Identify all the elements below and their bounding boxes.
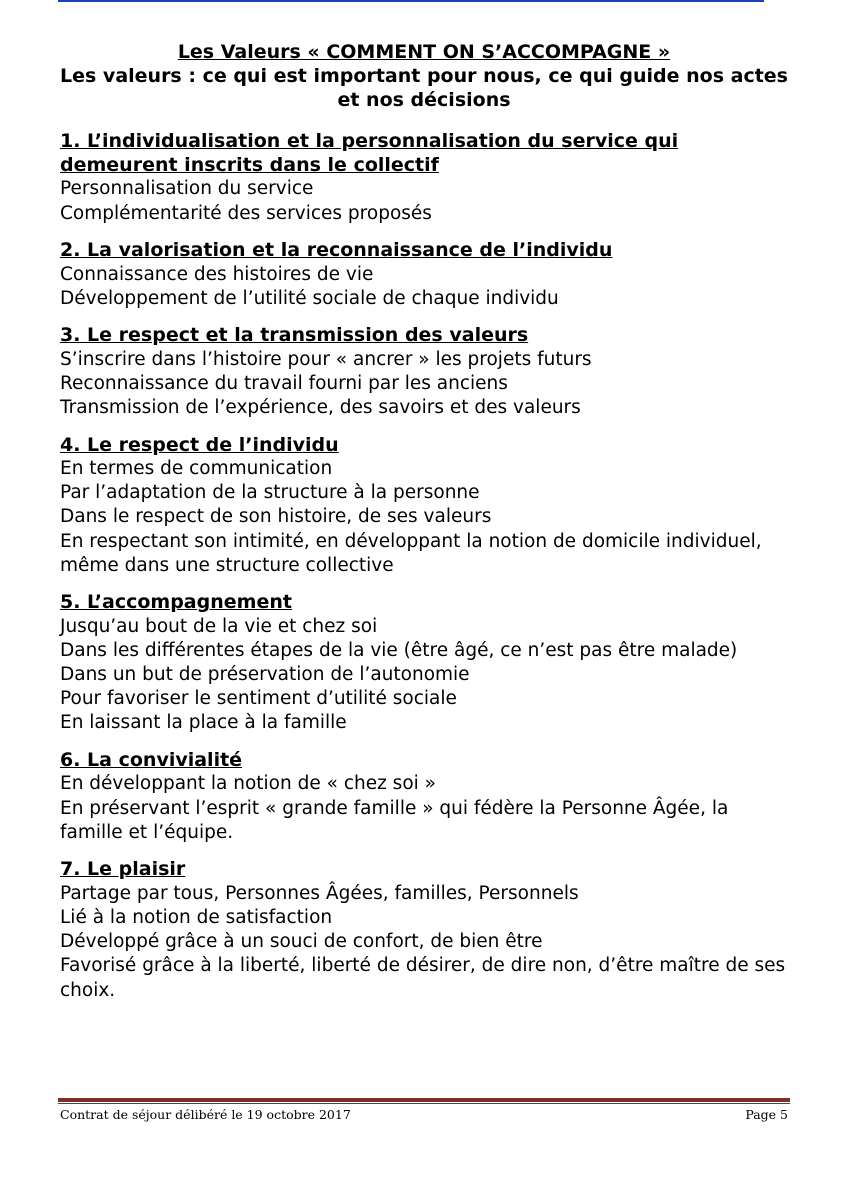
- top-rule: [58, 0, 764, 2]
- section-2: [60, 238, 788, 311]
- list-item: Pour favoriser le sentiment d’utilité sociale: [60, 688, 457, 710]
- list-item: En termes de communication: [60, 457, 333, 479]
- section-4: [60, 433, 788, 578]
- footer-divider-thin: [58, 1103, 790, 1104]
- list-item: Dans le respect de son histoire, de ses valeurs: [60, 506, 492, 528]
- list-item: Développement de l’utilité sociale de chaque individu: [60, 287, 559, 309]
- document-body: [60, 129, 788, 1015]
- list-item: Dans les différentes étapes de la vie (être âgé, ce n’est pas être malade): [60, 639, 738, 661]
- page-title: Les Valeurs « COMMENT ON S’ACCOMPAGNE »: [177, 41, 671, 63]
- page-header: [60, 40, 788, 112]
- list-item: En respectant son intimité, en développant la notion de domicile individuel, même dans une structure collective: [60, 530, 762, 576]
- section-heading: 5. L’accompagnement: [60, 591, 292, 614]
- section-7: [60, 857, 788, 1002]
- list-item: Personnalisation du service: [60, 178, 314, 200]
- page-subtitle: Les valeurs : ce qui est important pour nous, ce qui guide nos actes et nos décisions: [60, 65, 788, 111]
- list-item: Connaissance des histoires de vie: [60, 263, 374, 285]
- section-heading: 1. L’individualisation et la personnalisation du service qui demeurent inscrits dans le collectif: [60, 130, 679, 177]
- section-heading: 4. Le respect de l’individu: [60, 433, 339, 456]
- section-1: [60, 129, 788, 226]
- list-item: Complémentarité des services proposés: [60, 202, 432, 224]
- list-item: Par l’adaptation de la structure à la personne: [60, 482, 480, 504]
- footer-divider: [58, 1098, 790, 1102]
- list-item: Dans un but de préservation de l’autonomie: [60, 664, 470, 686]
- list-item: Lié à la notion de satisfaction: [60, 906, 333, 928]
- page-number: Page 5: [745, 1107, 788, 1122]
- section-heading: 6. La convivialité: [60, 749, 243, 772]
- list-item: Jusqu’au bout de la vie et chez soi: [60, 615, 378, 637]
- section-heading: 2. La valorisation et la reconnaissance de l’individu: [60, 239, 613, 262]
- list-item: Reconnaissance du travail fourni par les anciens: [60, 372, 508, 394]
- list-item: Développé grâce à un souci de confort, de bien être: [60, 931, 543, 953]
- section-5: [60, 590, 788, 735]
- section-3: [60, 323, 788, 420]
- list-item: Favorisé grâce à la liberté, liberté de désirer, de dire non, d’être maître de ses choix.: [60, 955, 786, 1001]
- section-heading: 3. Le respect et la transmission des valeurs: [60, 324, 529, 347]
- list-item: Partage par tous, Personnes Âgées, familles, Personnels: [60, 882, 579, 904]
- page-footer: [60, 1107, 788, 1123]
- footer-document-label: Contrat de séjour délibéré le 19 octobre 2017: [60, 1107, 351, 1122]
- list-item: S’inscrire dans l’histoire pour « ancrer » les projets futurs: [60, 348, 592, 370]
- section-6: [60, 748, 788, 845]
- list-item: Transmission de l’expérience, des savoirs et des valeurs: [60, 397, 581, 419]
- list-item: En laissant la place à la famille: [60, 712, 347, 734]
- section-heading: 7. Le plaisir: [60, 858, 186, 881]
- list-item: En développant la notion de « chez soi »: [60, 773, 436, 795]
- list-item: En préservant l’esprit « grande famille » qui fédère la Personne Âgée, la famille et l’équipe.: [60, 797, 729, 843]
